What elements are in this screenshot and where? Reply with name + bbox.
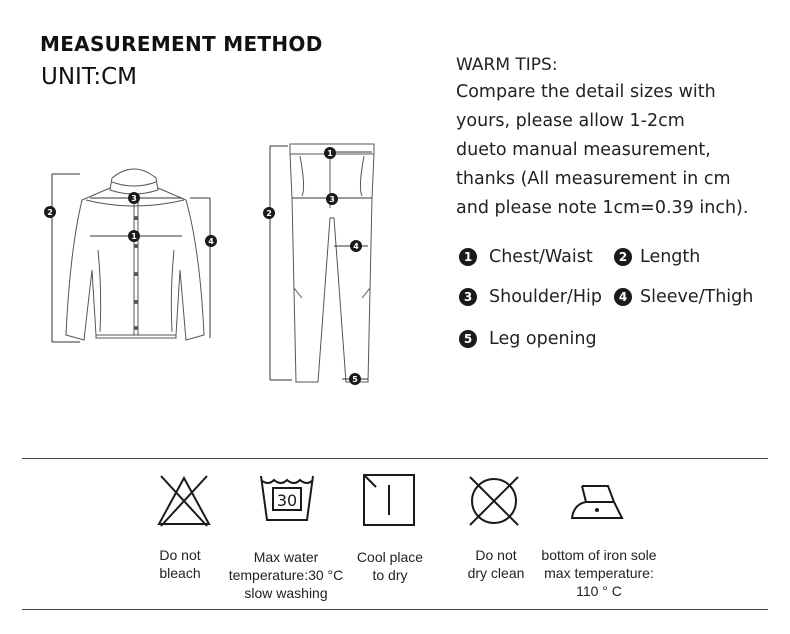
tips-line: and please note 1cm=0.39 inch). (456, 198, 749, 218)
legend-row (459, 287, 753, 307)
jacket-marker-3: 3 (131, 194, 137, 203)
divider-top (22, 458, 768, 459)
do-not-dry-clean-icon (466, 473, 522, 533)
care-label: Do not bleach (159, 547, 201, 581)
legend-label: Chest/Waist (489, 247, 593, 267)
unit-label: UNIT:CM (41, 64, 137, 90)
page-title: MEASUREMENT METHOD (40, 32, 323, 56)
number-badge: 3 (459, 288, 477, 306)
number-badge: 5 (459, 330, 477, 348)
legend-item (459, 329, 597, 349)
pants-diagram (262, 138, 392, 388)
care-label: bottom of iron sole max temperature: 110 ° C (541, 547, 657, 599)
dry-flat-icon (362, 473, 416, 531)
pants-marker-5: 5 (352, 375, 358, 384)
do-not-bleach-icon (155, 472, 213, 532)
legend-item (459, 287, 614, 307)
number-badge: 4 (614, 288, 632, 306)
tips-line: thanks (All measurement in cm (456, 169, 731, 189)
pants-marker-3: 3 (329, 195, 335, 204)
care-label: Do not dry clean (467, 547, 525, 581)
pants-illustration (262, 138, 392, 388)
legend-item (614, 287, 753, 307)
jacket-marker-2: 2 (47, 208, 53, 217)
legend-label: Sleeve/Thigh (640, 287, 754, 307)
care-label: Cool place to dry (356, 549, 424, 583)
wash-temp-text: 30 (276, 491, 298, 510)
pants-marker-4: 4 (353, 242, 359, 251)
legend-label: Length (640, 247, 701, 267)
pants-marker-1: 1 (327, 149, 333, 158)
jacket-illustration (40, 160, 230, 350)
tips-heading: WARM TIPS: (456, 55, 558, 75)
jacket-diagram (40, 160, 230, 350)
legend-item (459, 247, 614, 267)
legend-label: Leg opening (489, 329, 597, 349)
number-badge: 1 (459, 248, 477, 266)
divider-bottom (22, 609, 768, 610)
pants-marker-2: 2 (266, 209, 272, 218)
care-label: Max water temperature:30 °C slow washing (228, 549, 344, 601)
legend-row (459, 329, 597, 349)
wash-30-icon (258, 474, 316, 528)
tips-line: dueto manual measurement, (456, 140, 711, 160)
legend-row (459, 247, 700, 267)
jacket-marker-1: 1 (131, 232, 137, 241)
tips-line: Compare the detail sizes with (456, 82, 716, 102)
iron-low-icon (568, 482, 626, 526)
legend-item (614, 247, 700, 267)
jacket-marker-4: 4 (208, 237, 214, 246)
number-badge: 2 (614, 248, 632, 266)
legend-label: Shoulder/Hip (489, 287, 602, 307)
tips-line: yours, please allow 1-2cm (456, 111, 685, 131)
